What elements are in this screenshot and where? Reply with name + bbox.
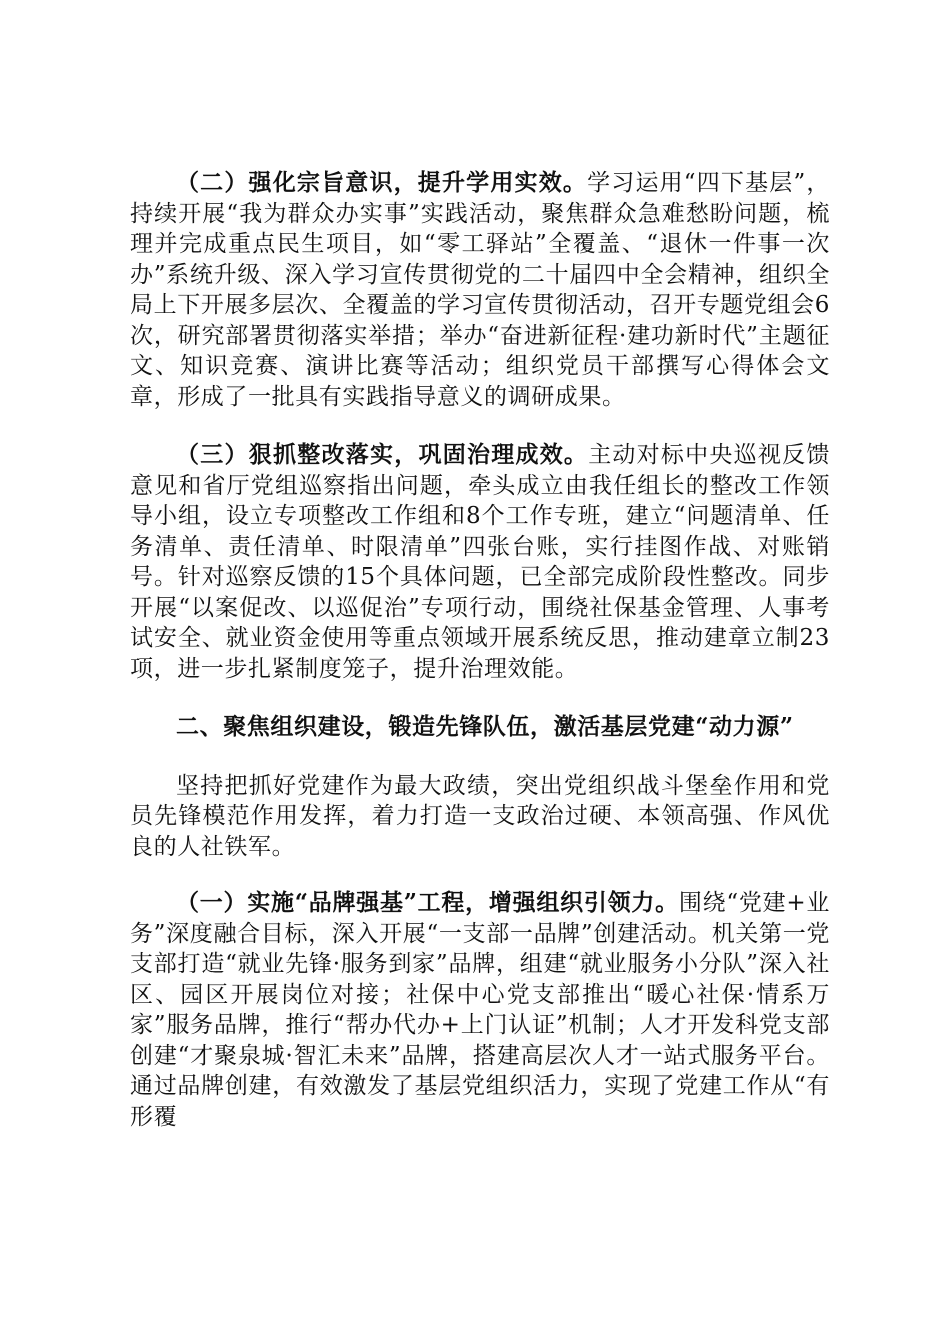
section-3-body: 主动对标中央巡视反馈意见和省厅党组巡察指出问题，牵头成立由我任组长的整改工作领导小组，设立专项整改工作组和8个工作专班，建立“问题清单、任务清单、责任清单、时限清单”四张台账，实行挂图作战、对账销号。针对巡察反馈的15个具体问题，已全部完成阶段性整改。同步开展“以案促改、以巡促治”专项行动，围绕社保基金管理、人事考试安全、就业资金使用等重点领域开展系统反思，推动建章立制23项，进一步扎紧制度笼子，提升治理效能。 <box>130 442 831 682</box>
section-heading: 二、聚焦组织建设，锻造先锋队伍，激活基层党建“动力源” <box>176 713 794 740</box>
section-2-body: 学习运用“四下基层”，持续开展“我为群众办实事”实践活动，聚焦群众急难愁盼问题，梳理并完成重点民生项目，如“零工驿站”全覆盖、“退休一件事一次办”系统升级、深入学习宣传贯彻党的二十届四中全会精神，组织全局上下开展多层次、全覆盖的学习宣传贯彻活动，召开专题党组会6次，研究部署贯彻落实举措；举办“奋进新征程·建功新时代”主题征文、知识竞赛、演讲比赛等活动；组织党员干部撰写心得体会文章，形成了一批具有实践指导意义的调研成果。 <box>130 170 830 410</box>
spacer <box>130 412 830 440</box>
paragraph-section-2 <box>130 168 830 412</box>
spacer <box>130 684 830 712</box>
paragraph-intro: 坚持把抓好党建作为最大政绩，突出党组织战斗堡垒作用和党员先锋模范作用发挥，着力打造一支政治过硬、本领高强、作风优良的人社铁军。 <box>130 772 830 860</box>
section-4-body: 围绕“党建+业务”深度融合目标，深入开展“一支部一品牌”创建活动。机关第一党支部打造“就业先锋·服务到家”品牌，组建“就业服务小分队”深入社区、园区开展岗位对接；社保中心党支部推出“暖心社保·情系万家”服务品牌，推行“帮办代办+上门认证”机制；人才开发科党支部创建“才聚泉城·智汇未来”品牌，搭建高层次人才一站式服务平台。通过品牌创建，有效激发了基层党组织活力，实现了党建工作从“有形覆 <box>130 890 830 1130</box>
paragraph-section-3 <box>130 440 830 684</box>
section-3-lead: （三）狠抓整改落实，巩固治理成效。 <box>176 441 589 468</box>
section-2-lead: （二）强化宗旨意识，提升学用实效。 <box>176 169 588 196</box>
paragraph-section-4 <box>130 888 830 1132</box>
section-4-lead: （一）实施“品牌强基”工程，增强组织引领力。 <box>176 889 679 916</box>
document-page <box>130 168 830 1132</box>
spacer <box>130 862 830 888</box>
spacer <box>130 743 830 771</box>
